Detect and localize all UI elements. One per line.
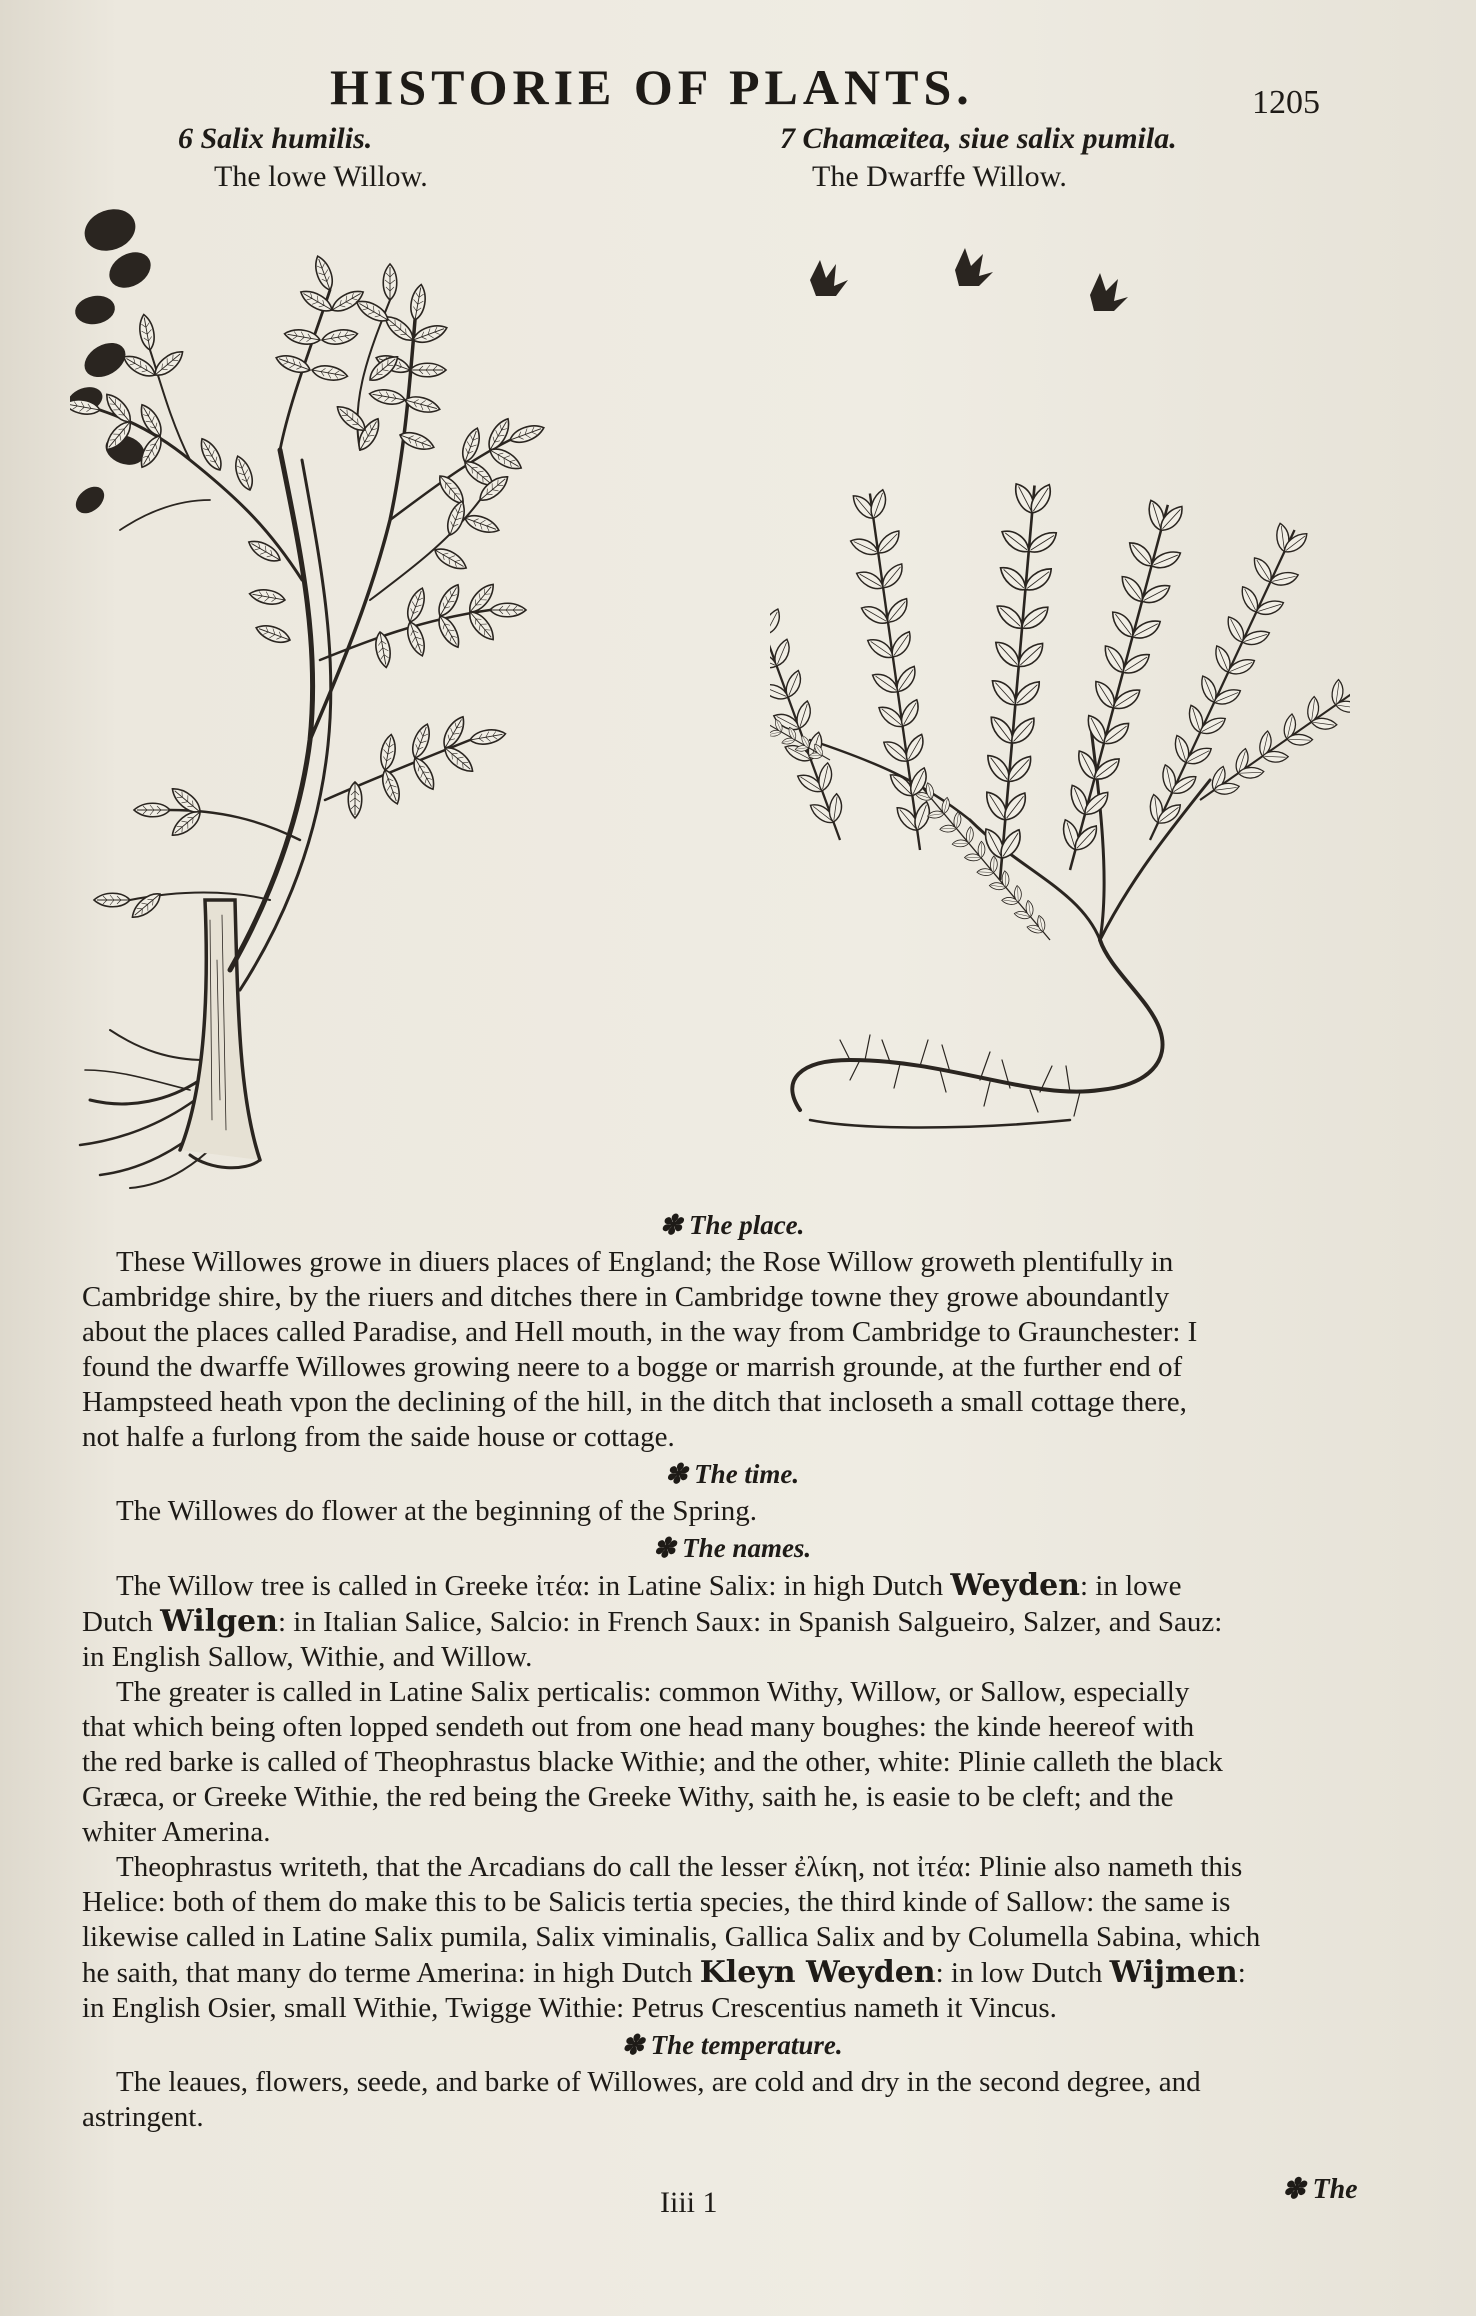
text-line: found the dwarffe Willowes growing neere to a bogge or marrish grounde, at the further end of — [82, 1351, 1183, 1383]
place-paragraph — [82, 1245, 1382, 1455]
text-line: he saith, that many do terme Amerina: in high Dutch Kleyn Weyden: in low Dutch Wijmen: — [82, 1955, 1246, 1990]
figure-6-latin-name: 6 Salix humilis. — [178, 122, 373, 155]
text-line: the red barke is called of Theophrastus blacke Withie; and the other, white: Plinie calleth the black — [82, 1746, 1223, 1778]
text-line: about the places called Paradise, and Hell mouth, in the way from Cambridge to Graunchester: I — [82, 1316, 1198, 1348]
text-line: in English Osier, small Withie, Twigge Withie: Petrus Crescentius nameth it Vincus. — [82, 1992, 1057, 2024]
text-line: Dutch Wilgen: in Italian Salice, Salcio: in French Saux: in Spanish Salgueiro, Salzer, and Sauz: — [82, 1604, 1223, 1639]
text-line: Helice: both of them do make this to be Salicis tertia species, the third kinde of Sallow: the same is — [82, 1886, 1231, 1918]
text-line: The leaues, flowers, seede, and barke of Willowes, are cold and dry in the second degree, and — [116, 2066, 1201, 2098]
page-number: 1205 — [1252, 84, 1320, 121]
figure-7-english-name: The Dwarffe Willow. — [812, 160, 1067, 193]
names-paragraph-1 — [82, 1568, 1382, 1675]
text-line: The greater is called in Latine Salix perticalis: common Withy, Willow, or Sallow, especially — [116, 1676, 1190, 1708]
dwarffe-willow-woodcut — [770, 240, 1350, 1170]
heading-the-place: ✽ The place. — [659, 1210, 805, 1240]
heading-the-names: ✽ The names. — [652, 1533, 812, 1563]
lowe-willow-woodcut — [70, 200, 670, 1190]
names-paragraph-2 — [82, 1675, 1382, 1850]
catchword: ✽ The — [1282, 2174, 1358, 2205]
text-line: astringent. — [82, 2101, 204, 2133]
blackletter-word: Kleyn Weyden — [699, 1955, 936, 1990]
text-line: not halfe a furlong from the saide house or cottage. — [82, 1421, 675, 1453]
text-line: whiter Amerina. — [82, 1816, 271, 1848]
time-paragraph — [82, 1494, 1382, 1529]
text-line: Theophrastus writeth, that the Arcadians do call the lesser ἐλίκη, not ἰτέα: Plinie also nameth this — [116, 1851, 1243, 1883]
text-line: The Willowes do flower at the beginning of the Spring. — [116, 1495, 758, 1527]
running-head: HISTORIE OF PLANTS. — [330, 59, 974, 115]
temperature-paragraph — [82, 2065, 1382, 2135]
text-line: Hampsteed heath vpon the declining of the hill, in the ditch that incloseth a small cottage there, — [82, 1386, 1187, 1418]
heading-the-temperature: ✽ The temperature. — [621, 2030, 843, 2060]
heading-the-time: ✽ The time. — [664, 1459, 800, 1489]
text-line: The Willow tree is called in Greeke ἰτέα: in Latine Salix: in high Dutch Weyden: in lowe — [116, 1568, 1182, 1603]
blackletter-word: Wijmen — [1109, 1955, 1238, 1990]
blackletter-word: Weyden — [950, 1568, 1080, 1603]
body-text — [82, 1206, 1382, 2135]
text-line: Græca, or Greeke Withie, the red being the Greeke Withy, saith he, is easie to be cleft; and the — [82, 1781, 1174, 1813]
blackletter-word: Wilgen — [160, 1604, 278, 1639]
text-line: in English Sallow, Withie, and Willow. — [82, 1641, 533, 1673]
signature-mark: Iiii 1 — [660, 2186, 718, 2219]
text-line: Cambridge shire, by the riuers and ditches there in Cambridge towne they growe aboundantly — [82, 1281, 1170, 1313]
text-line: These Willowes growe in diuers places of England; the Rose Willow groweth plentifully in — [116, 1246, 1174, 1278]
figure-7-latin-name: 7 Chamæitea, siue salix pumila. — [780, 122, 1177, 155]
text-line: likewise called in Latine Salix pumila, Salix viminalis, Gallica Salix and by Columella Sabina, which — [82, 1921, 1261, 1953]
names-paragraph-3 — [82, 1850, 1382, 2026]
figure-6-english-name: The lowe Willow. — [214, 160, 428, 193]
text-line: that which being often lopped sendeth out from one head many boughes: the kinde heereof with — [82, 1711, 1195, 1743]
